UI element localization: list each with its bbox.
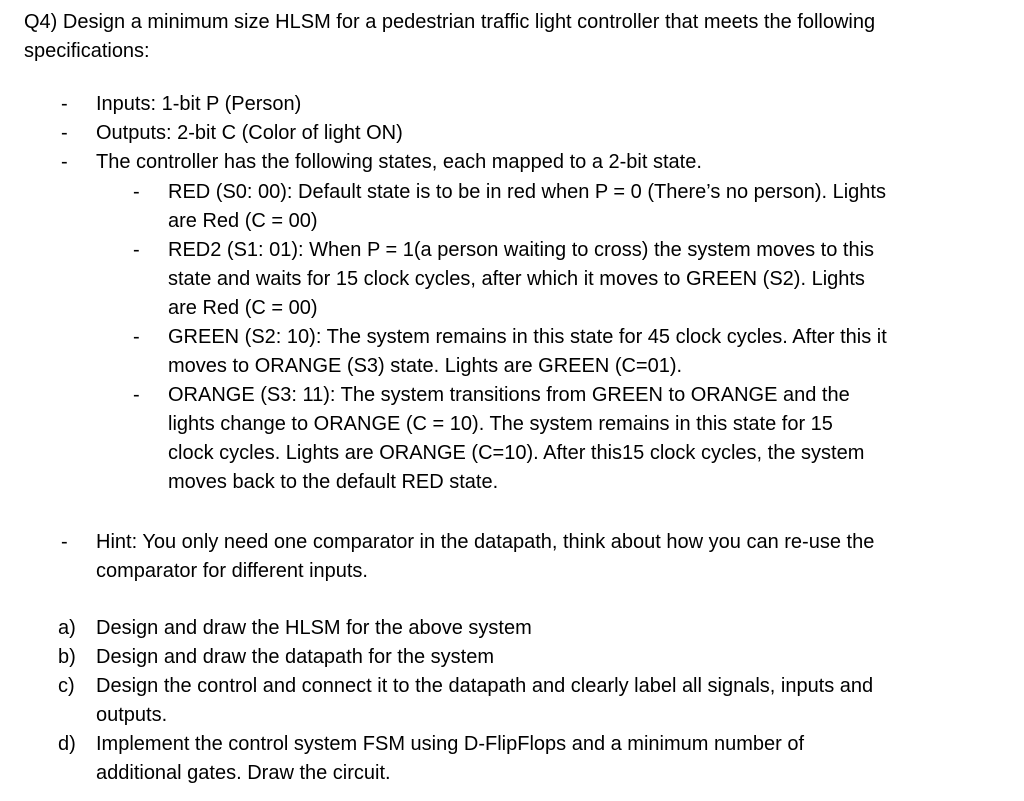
part-line: additional gates. Draw the circuit. xyxy=(96,762,391,784)
question-title: Q4) Design a minimum size HLSM for a pedestrian traffic light controller that meets the following xyxy=(24,11,876,33)
hint-line: Hint: You only need one comparator in the datapath, think about how you can re-use the xyxy=(96,531,875,553)
bullet-dash: - xyxy=(61,531,68,553)
state-line: lights change to ORANGE (C = 10). The system remains in this state for 15 xyxy=(168,413,833,435)
bullet-dash: - xyxy=(133,239,140,261)
state-line: RED (S0: 00): Default state is to be in red when P = 0 (There’s no person). Lights xyxy=(168,181,886,203)
question-title-continued: specifications: xyxy=(24,40,150,62)
bullet-dash: - xyxy=(133,326,140,348)
state-line: RED2 (S1: 01): When P = 1(a person waiting to cross) the system moves to this xyxy=(168,239,875,261)
spec-states-intro: The controller has the following states, each mapped to a 2-bit state. xyxy=(96,151,702,173)
bullet-dash: - xyxy=(61,151,68,173)
state-line: moves to ORANGE (S3) state. Lights are GREEN (C=01). xyxy=(168,355,683,377)
spec-inputs-text: Inputs: 1-bit P (Person) xyxy=(96,93,302,115)
state-line: state and waits for 15 clock cycles, after which it moves to GREEN (S2). Lights xyxy=(168,268,865,290)
part-line: Design and draw the datapath for the system xyxy=(96,646,495,668)
spec-outputs-text: Outputs: 2-bit C (Color of light ON) xyxy=(96,122,403,144)
hint-line: comparator for different inputs. xyxy=(96,560,368,582)
state-line: are Red (C = 00) xyxy=(168,297,318,319)
bullet-dash: - xyxy=(61,122,68,144)
part-marker: a) xyxy=(58,617,76,639)
part-line: outputs. xyxy=(96,704,168,726)
state-line: clock cycles. Lights are ORANGE (C=10). After this15 clock cycles, the system xyxy=(168,442,865,464)
part-marker: c) xyxy=(58,675,75,697)
state-line: moves back to the default RED state. xyxy=(168,471,499,493)
bullet-dash: - xyxy=(133,181,140,203)
part-marker: b) xyxy=(58,646,76,668)
bullet-dash: - xyxy=(133,384,140,406)
part-line: Design and draw the HLSM for the above system xyxy=(96,617,532,639)
part-line: Implement the control system FSM using D-FlipFlops and a minimum number of xyxy=(96,733,805,755)
state-line: GREEN (S2: 10): The system remains in this state for 45 clock cycles. After this it xyxy=(168,326,887,348)
state-line: are Red (C = 00) xyxy=(168,210,318,232)
bullet-dash: - xyxy=(61,93,68,115)
state-line: ORANGE (S3: 11): The system transitions from GREEN to ORANGE and the xyxy=(168,384,850,406)
part-line: Design the control and connect it to the datapath and clearly label all signals, inputs and xyxy=(96,675,874,697)
part-marker: d) xyxy=(58,733,76,755)
